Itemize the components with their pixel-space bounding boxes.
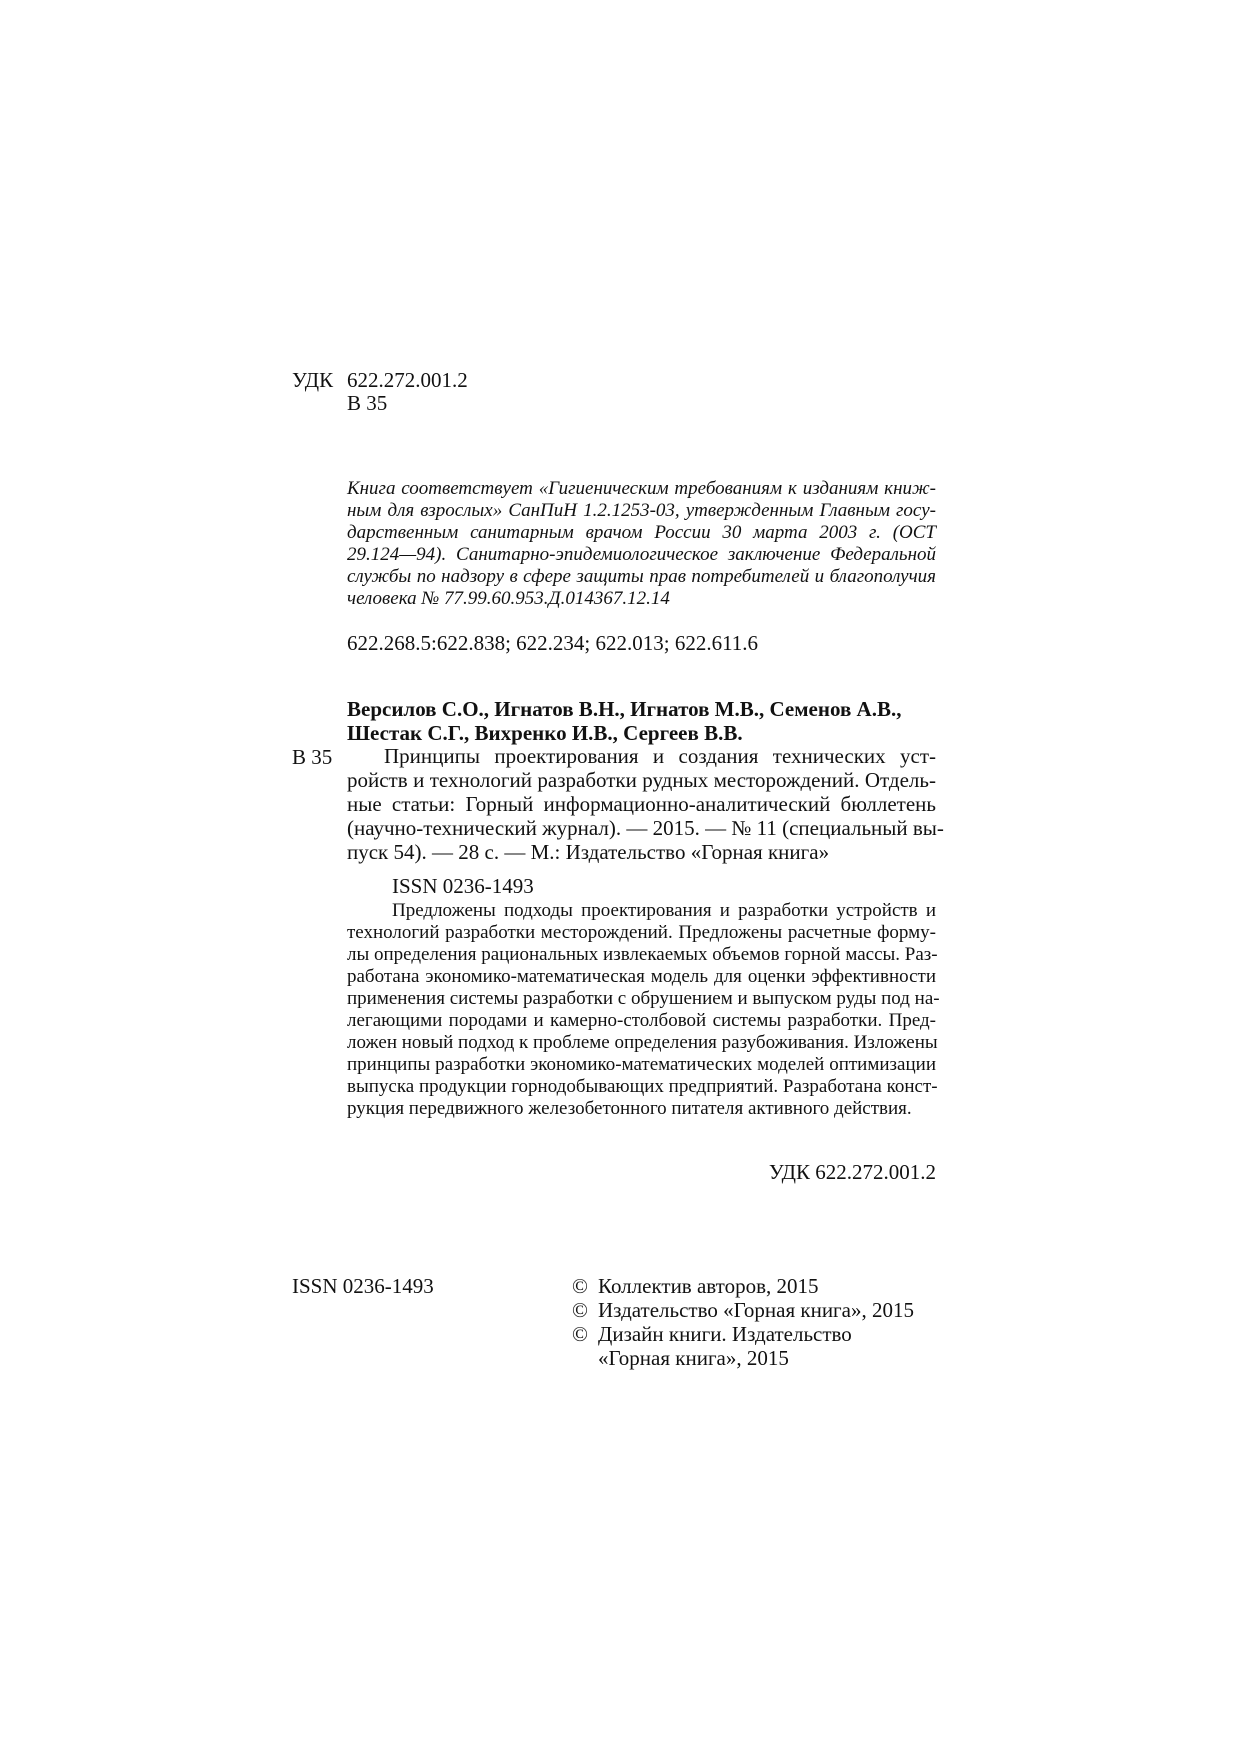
authors-line-2: Шестак С.Г., Вихренко И.В., Сергеев В.В.: [347, 721, 743, 745]
copyright-line: [572, 1322, 852, 1346]
compliance-line: ным для взрослых» СанПиН 1.2.1253-03, утвержденным Главным госу-: [347, 500, 936, 521]
abstract-line: принципы разработки экономико-математических моделей оптимизации: [347, 1054, 936, 1075]
bibliographic-line: (научно-технический журнал). — 2015. — № 11 (специальный вы-: [347, 816, 944, 840]
footer-issn: ISSN 0236-1493: [292, 1274, 434, 1298]
abstract-line: Предложены подходы проектирования и разработки устройств и: [392, 900, 936, 921]
compliance-line: человека № 77.99.60.953.Д.014367.12.14: [347, 588, 670, 609]
compliance-line: Книга соответствует «Гигиеническим требованиям к изданиям книж-: [347, 478, 936, 499]
compliance-line: службы по надзору в сфере защиты прав потребителей и благополучия: [347, 566, 936, 587]
bibliographic-line: ройств и технологий разработки рудных месторождений. Отдель-: [347, 768, 936, 792]
abstract-line: выпуска продукции горнодобывающих предприятий. Разработана конст-: [347, 1076, 938, 1097]
compliance-line: дарственным санитарным врачом России 30 марта 2003 г. (ОСТ: [347, 522, 936, 543]
bibliographic-line: пуск 54). — 28 с. — М.: Издательство «Горная книга»: [347, 840, 830, 864]
authors-line-1: Версилов С.О., Игнатов В.Н., Игнатов М.В., Семенов А.В.,: [347, 697, 902, 721]
abstract-line: применения системы разработки с обрушением и выпуском руды под на-: [347, 988, 940, 1009]
udk-footer: УДК 622.272.001.2: [768, 1160, 936, 1184]
copyright-continuation: «Горная книга», 2015: [598, 1346, 789, 1370]
copyright-text: Дизайн книги. Издательство: [598, 1322, 852, 1346]
bibliographic-mark: В 35: [292, 745, 333, 769]
copyright-line: [572, 1298, 914, 1322]
copyright-icon: ©: [572, 1298, 588, 1322]
copyright-icon: ©: [572, 1322, 588, 1346]
abstract-line: технологий разработки месторождений. Предложены расчетные форму-: [347, 922, 936, 943]
abstract-line: работана экономико-математическая модель для оценки эффективности: [347, 966, 936, 987]
abstract-line: лы определения рациональных извлекаемых объемов горной массы. Раз-: [347, 944, 938, 965]
copyright-text: Коллектив авторов, 2015: [598, 1274, 819, 1298]
compliance-line: 29.124—94). Санитарно-эпидемиологическое заключение Федеральной: [347, 544, 936, 565]
bibliographic-line: Принципы проектирования и создания технических уст-: [384, 744, 936, 768]
copyright-text: Издательство «Горная книга», 2015: [598, 1298, 914, 1322]
abstract-line: рукция передвижного железобетонного питателя активного действия.: [347, 1098, 912, 1119]
bibliographic-issn: ISSN 0236-1493: [392, 874, 534, 898]
abstract-line: ложен новый подход к проблеме определения разубоживания. Изложены: [347, 1032, 938, 1053]
udk-code: 622.272.001.2: [347, 368, 468, 392]
bibliographic-line: ные статьи: Горный информационно-аналитический бюллетень: [347, 792, 936, 816]
abstract-line: легающими породами и камерно-столбовой системы разработки. Пред-: [347, 1010, 936, 1031]
copyright-line: [572, 1274, 819, 1298]
author-mark: В 35: [347, 391, 388, 415]
classification-codes: 622.268.5:622.838; 622.234; 622.013; 622.611.6: [347, 631, 759, 655]
copyright-icon: ©: [572, 1274, 588, 1298]
udk-label: УДК: [292, 368, 334, 392]
